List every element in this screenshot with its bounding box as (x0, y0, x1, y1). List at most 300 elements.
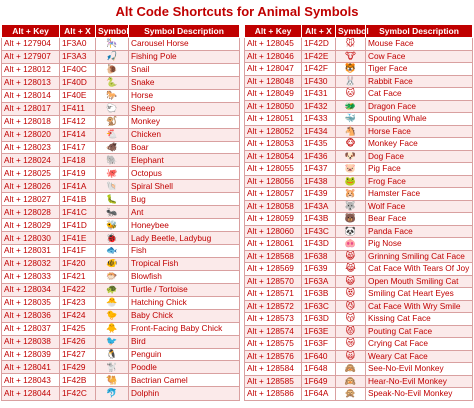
description-cell: Turtle / Tortoise (129, 283, 240, 296)
symbol-icon: 😺 (336, 275, 366, 288)
description-cell: Carousel Horse (129, 38, 240, 51)
description-cell: Crying Cat Face (366, 338, 473, 351)
description-cell: Spiral Shell (129, 180, 240, 193)
hex-code-cell: 1F638 (302, 250, 336, 263)
symbol-icon: 🐦 (96, 335, 129, 348)
alt-code-cell: Alt + 128054 (245, 150, 302, 163)
description-cell: Front-Facing Baby Chick (129, 322, 240, 335)
hex-code-cell: 1F432 (302, 100, 336, 113)
alt-code-cell: Alt + 128575 (245, 338, 302, 351)
table-row (2, 232, 240, 245)
symbol-icon: 🎠 (96, 38, 129, 51)
table-row (2, 115, 240, 128)
header-description: Symbol Description (129, 25, 240, 38)
hex-code-cell: 1F41E (60, 232, 96, 245)
table-row (245, 125, 473, 138)
table-row (2, 76, 240, 89)
alt-code-cell: Alt + 128044 (2, 387, 60, 400)
table-row (245, 238, 473, 251)
description-cell: Tropical Fish (129, 257, 240, 270)
symbol-icon: 🐭 (336, 38, 366, 51)
description-cell: Cow Face (366, 50, 473, 63)
table-row (2, 63, 240, 76)
symbol-icon: 🐮 (336, 50, 366, 63)
description-cell: Cat Face (366, 88, 473, 101)
symbol-icon: 🐴 (336, 125, 366, 138)
alt-code-cell: Alt + 128055 (245, 163, 302, 176)
symbol-icon: 🐷 (336, 163, 366, 176)
hex-code-cell: 1F41D (60, 219, 96, 232)
right-table-body (245, 38, 473, 401)
header-alt-x: Alt + X (60, 25, 96, 38)
alt-code-cell: Alt + 128048 (245, 75, 302, 88)
hex-code-cell: 1F63F (302, 338, 336, 351)
hex-code-cell: 1F63B (302, 288, 336, 301)
hex-code-cell: 1F419 (60, 167, 96, 180)
hex-code-cell: 1F431 (302, 88, 336, 101)
symbol-icon: 🐍 (96, 76, 129, 89)
alt-code-cell: Alt + 128023 (2, 141, 60, 154)
hex-code-cell: 1F40C (60, 63, 96, 76)
tables-container (0, 24, 474, 401)
table-row (245, 175, 473, 188)
hex-code-cell: 1F43A (302, 200, 336, 213)
header-alt-key: Alt + Key (245, 25, 302, 38)
alt-code-cell: Alt + 128026 (2, 180, 60, 193)
table-row (245, 375, 473, 388)
table-row (245, 100, 473, 113)
table-row (2, 219, 240, 232)
description-cell: Pig Nose (366, 238, 473, 251)
alt-code-cell: Alt + 128569 (245, 263, 302, 276)
symbol-icon: 🐲 (336, 100, 366, 113)
alt-code-cell: Alt + 128052 (245, 125, 302, 138)
table-row (2, 322, 240, 335)
symbol-icon: 🐌 (96, 63, 129, 76)
description-cell: Kissing Cat Face (366, 313, 473, 326)
symbol-icon: 🙀 (336, 350, 366, 363)
hex-code-cell: 1F40E (60, 89, 96, 102)
description-cell: Speak-No-Evil Monkey (366, 388, 473, 401)
left-table-body (2, 38, 240, 401)
hex-code-cell: 1F63E (302, 325, 336, 338)
alt-code-cell: Alt + 128574 (245, 325, 302, 338)
page-title: Alt Code Shortcuts for Animal Symbols (115, 4, 359, 19)
table-row (2, 89, 240, 102)
hex-code-cell: 1F418 (60, 154, 96, 167)
table-row (245, 388, 473, 401)
description-cell: Bug (129, 193, 240, 206)
hex-code-cell: 1F648 (302, 363, 336, 376)
hex-code-cell: 1F433 (302, 113, 336, 126)
table-row (2, 374, 240, 387)
table-row (245, 275, 473, 288)
description-cell: Snail (129, 63, 240, 76)
alt-code-cell: Alt + 128047 (245, 63, 302, 76)
table-row (245, 163, 473, 176)
hex-code-cell: 1F63A (302, 275, 336, 288)
table-row (2, 193, 240, 206)
alt-code-cell: Alt + 128053 (245, 138, 302, 151)
description-cell: Penguin (129, 348, 240, 361)
symbol-icon: 🐙 (96, 167, 129, 180)
description-cell: Hear-No-Evil Monkey (366, 375, 473, 388)
table-row (2, 154, 240, 167)
description-cell: Wolf Face (366, 200, 473, 213)
description-cell: Cat Face With Tears Of Joy (366, 263, 473, 276)
alt-code-cell: Alt + 128041 (2, 361, 60, 374)
table-row (245, 363, 473, 376)
table-row (245, 88, 473, 101)
description-cell: Octopus (129, 167, 240, 180)
symbol-icon: 🐔 (96, 128, 129, 141)
table-row (2, 141, 240, 154)
symbol-icon: 🐥 (96, 322, 129, 335)
description-cell: Dolphin (129, 387, 240, 400)
alt-code-cell: Alt + 128032 (2, 257, 60, 270)
description-cell: Weary Cat Face (366, 350, 473, 363)
header-alt-key: Alt + Key (2, 25, 60, 38)
alt-code-cell: Alt + 128585 (245, 375, 302, 388)
symbol-icon: 🐤 (96, 309, 129, 322)
alt-code-cell: Alt + 128036 (2, 309, 60, 322)
table-row (245, 113, 473, 126)
hex-code-cell: 1F41B (60, 193, 96, 206)
alt-code-cell: Alt + 127907 (2, 50, 60, 63)
description-cell: Pouting Cat Face (366, 325, 473, 338)
alt-code-cell: Alt + 128049 (245, 88, 302, 101)
table-row (2, 361, 240, 374)
hex-code-cell: 1F423 (60, 296, 96, 309)
symbol-icon: 🐠 (96, 257, 129, 270)
symbol-icon: 🐩 (96, 361, 129, 374)
alt-code-cell: Alt + 128568 (245, 250, 302, 263)
table-row (245, 338, 473, 351)
table-row (2, 387, 240, 400)
hex-code-cell: 1F426 (60, 335, 96, 348)
description-cell: Elephant (129, 154, 240, 167)
table-row (2, 50, 240, 63)
table-row (2, 38, 240, 51)
table-row (245, 300, 473, 313)
symbol-icon: 🐧 (96, 348, 129, 361)
hex-code-cell: 1F414 (60, 128, 96, 141)
symbol-icon: 🎣 (96, 50, 129, 63)
table-row (245, 213, 473, 226)
hex-code-cell: 1F42E (302, 50, 336, 63)
hex-code-cell: 1F411 (60, 102, 96, 115)
alt-code-cell: Alt + 127904 (2, 38, 60, 51)
symbol-icon: 🙉 (336, 375, 366, 388)
table-row (245, 350, 473, 363)
hex-code-cell: 1F43D (302, 238, 336, 251)
description-cell: Sheep (129, 102, 240, 115)
symbol-icon: 🐝 (96, 219, 129, 232)
hex-code-cell: 1F43B (302, 213, 336, 226)
hex-code-cell: 1F42B (60, 374, 96, 387)
table-row (2, 257, 240, 270)
description-cell: Blowfish (129, 270, 240, 283)
symbol-icon: 🐬 (96, 387, 129, 400)
symbol-icon: 🐽 (336, 238, 366, 251)
alt-code-cell: Alt + 128028 (2, 206, 60, 219)
hex-code-cell: 1F42C (60, 387, 96, 400)
alt-code-cell: Alt + 128038 (2, 335, 60, 348)
symbol-icon: 😸 (336, 250, 366, 263)
alt-code-cell: Alt + 128018 (2, 115, 60, 128)
symbol-icon: 😹 (336, 263, 366, 276)
hex-code-cell: 1F41F (60, 245, 96, 258)
table-row (2, 180, 240, 193)
alt-code-cell: Alt + 128057 (245, 188, 302, 201)
hex-code-cell: 1F3A0 (60, 38, 96, 51)
table-row (245, 63, 473, 76)
hex-code-cell: 1F417 (60, 141, 96, 154)
table-row (2, 270, 240, 283)
table-row (245, 288, 473, 301)
alt-code-cell: Alt + 128056 (245, 175, 302, 188)
hex-code-cell: 1F3A3 (60, 50, 96, 63)
table-row (245, 200, 473, 213)
alt-code-cell: Alt + 128035 (2, 296, 60, 309)
table-row (245, 225, 473, 238)
table-row (2, 348, 240, 361)
symbol-icon: 🐰 (336, 75, 366, 88)
description-cell: Grinning Smiling Cat Face (366, 250, 473, 263)
table-row (245, 50, 473, 63)
symbol-icon: 😻 (336, 288, 366, 301)
description-cell: Poodle (129, 361, 240, 374)
symbol-icon: 🐹 (336, 188, 366, 201)
description-cell: Pig Face (366, 163, 473, 176)
table-row (2, 128, 240, 141)
description-cell: Dog Face (366, 150, 473, 163)
table-row (2, 309, 240, 322)
symbol-icon: 🐛 (96, 193, 129, 206)
symbol-icon: 🐳 (336, 113, 366, 126)
alt-code-cell: Alt + 128043 (2, 374, 60, 387)
symbol-icon: 🐑 (96, 102, 129, 115)
alt-code-cell: Alt + 128029 (2, 219, 60, 232)
hex-code-cell: 1F63D (302, 313, 336, 326)
table-row (245, 188, 473, 201)
table-header-row (2, 25, 240, 38)
symbol-icon: 🙈 (336, 363, 366, 376)
description-cell: Boar (129, 141, 240, 154)
symbol-icon: 🐺 (336, 200, 366, 213)
description-cell: Horse (129, 89, 240, 102)
description-cell: Chicken (129, 128, 240, 141)
header-symbol: Symbol (96, 25, 129, 38)
description-cell: Open Mouth Smiling Cat (366, 275, 473, 288)
symbol-icon: 🙊 (336, 388, 366, 401)
hex-code-cell: 1F422 (60, 283, 96, 296)
description-cell: Honeybee (129, 219, 240, 232)
alt-code-cell: Alt + 128059 (245, 213, 302, 226)
left-symbol-table (1, 24, 240, 401)
symbol-icon: 🐜 (96, 206, 129, 219)
alt-code-cell: Alt + 128573 (245, 313, 302, 326)
alt-code-cell: Alt + 128046 (245, 50, 302, 63)
symbol-icon: 😿 (336, 338, 366, 351)
symbol-icon: 🐢 (96, 283, 129, 296)
description-cell: See-No-Evil Monkey (366, 363, 473, 376)
hex-code-cell: 1F435 (302, 138, 336, 151)
description-cell: Ant (129, 206, 240, 219)
description-cell: Smiling Cat Heart Eyes (366, 288, 473, 301)
symbol-icon: 🐸 (336, 175, 366, 188)
table-row (245, 263, 473, 276)
description-cell: Cat Face With Wry Smile (366, 300, 473, 313)
alt-code-cell: Alt + 128024 (2, 154, 60, 167)
alt-code-cell: Alt + 128576 (245, 350, 302, 363)
description-cell: Frog Face (366, 175, 473, 188)
hex-code-cell: 1F437 (302, 163, 336, 176)
description-cell: Hatching Chick (129, 296, 240, 309)
alt-code-cell: Alt + 128051 (245, 113, 302, 126)
hex-code-cell: 1F436 (302, 150, 336, 163)
symbol-icon: 🐼 (336, 225, 366, 238)
alt-code-cell: Alt + 128058 (245, 200, 302, 213)
symbol-icon: 🐵 (336, 138, 366, 151)
hex-code-cell: 1F427 (60, 348, 96, 361)
hex-code-cell: 1F43C (302, 225, 336, 238)
table-row (2, 167, 240, 180)
alt-code-cell: Alt + 128572 (245, 300, 302, 313)
table-row (245, 138, 473, 151)
table-row (245, 75, 473, 88)
hex-code-cell: 1F639 (302, 263, 336, 276)
hex-code-cell: 1F41C (60, 206, 96, 219)
hex-code-cell: 1F438 (302, 175, 336, 188)
table-row (2, 245, 240, 258)
hex-code-cell: 1F42D (302, 38, 336, 51)
header-alt-x: Alt + X (302, 25, 336, 38)
table-row (2, 283, 240, 296)
description-cell: Dragon Face (366, 100, 473, 113)
hex-code-cell: 1F439 (302, 188, 336, 201)
description-cell: Tiger Face (366, 63, 473, 76)
table-row (245, 325, 473, 338)
symbol-icon: 🐶 (336, 150, 366, 163)
alt-code-cell: Alt + 128034 (2, 283, 60, 296)
alt-code-cell: Alt + 128030 (2, 232, 60, 245)
description-cell: Lady Beetle, Ladybug (129, 232, 240, 245)
description-cell: Rabbit Face (366, 75, 473, 88)
header-description: Symbol Description (366, 25, 473, 38)
table-row (2, 102, 240, 115)
symbol-icon: 🐒 (96, 115, 129, 128)
hex-code-cell: 1F41A (60, 180, 96, 193)
hex-code-cell: 1F640 (302, 350, 336, 363)
alt-code-cell: Alt + 128012 (2, 63, 60, 76)
hex-code-cell: 1F649 (302, 375, 336, 388)
description-cell: Hamster Face (366, 188, 473, 201)
hex-code-cell: 1F40D (60, 76, 96, 89)
description-cell: Baby Chick (129, 309, 240, 322)
alt-code-cell: Alt + 128031 (2, 245, 60, 258)
symbol-icon: 🐣 (96, 296, 129, 309)
symbol-icon: 🐚 (96, 180, 129, 193)
symbol-icon: 🐞 (96, 232, 129, 245)
alt-code-cell: Alt + 128025 (2, 167, 60, 180)
table-row (2, 335, 240, 348)
description-cell: Snake (129, 76, 240, 89)
table-row (245, 38, 473, 51)
alt-code-cell: Alt + 128014 (2, 89, 60, 102)
alt-code-cell: Alt + 128045 (245, 38, 302, 51)
description-cell: Spouting Whale (366, 113, 473, 126)
alt-code-cell: Alt + 128570 (245, 275, 302, 288)
description-cell: Bird (129, 335, 240, 348)
symbol-icon: 🐗 (96, 141, 129, 154)
description-cell: Monkey Face (366, 138, 473, 151)
symbol-icon: 🐡 (96, 270, 129, 283)
alt-code-cell: Alt + 128571 (245, 288, 302, 301)
symbol-icon: 🐱 (336, 88, 366, 101)
table-row (2, 296, 240, 309)
table-row (245, 250, 473, 263)
symbol-icon: 🐯 (336, 63, 366, 76)
description-cell: Bactrian Camel (129, 374, 240, 387)
alt-code-cell: Alt + 128586 (245, 388, 302, 401)
hex-code-cell: 1F420 (60, 257, 96, 270)
description-cell: Bear Face (366, 213, 473, 226)
description-cell: Fish (129, 245, 240, 258)
symbol-icon: 😾 (336, 325, 366, 338)
alt-code-cell: Alt + 128039 (2, 348, 60, 361)
hex-code-cell: 1F430 (302, 75, 336, 88)
symbol-icon: 🐘 (96, 154, 129, 167)
description-cell: Monkey (129, 115, 240, 128)
alt-code-cell: Alt + 128017 (2, 102, 60, 115)
symbol-icon: 🐟 (96, 245, 129, 258)
alt-code-cell: Alt + 128061 (245, 238, 302, 251)
alt-code-cell: Alt + 128060 (245, 225, 302, 238)
alt-code-cell: Alt + 128037 (2, 322, 60, 335)
hex-code-cell: 1F425 (60, 322, 96, 335)
hex-code-cell: 1F429 (60, 361, 96, 374)
hex-code-cell: 1F434 (302, 125, 336, 138)
alt-code-cell: Alt + 128027 (2, 193, 60, 206)
description-cell: Panda Face (366, 225, 473, 238)
header-symbol: Symbol (336, 25, 366, 38)
hex-code-cell: 1F63C (302, 300, 336, 313)
hex-code-cell: 1F421 (60, 270, 96, 283)
symbol-icon: 😽 (336, 313, 366, 326)
symbol-icon: 🐎 (96, 89, 129, 102)
table-header-row (245, 25, 473, 38)
right-symbol-table (244, 24, 473, 401)
description-cell: Fishing Pole (129, 50, 240, 63)
description-cell: Horse Face (366, 125, 473, 138)
hex-code-cell: 1F412 (60, 115, 96, 128)
alt-code-cell: Alt + 128050 (245, 100, 302, 113)
symbol-icon: 🐻 (336, 213, 366, 226)
alt-code-cell: Alt + 128584 (245, 363, 302, 376)
alt-code-cell: Alt + 128020 (2, 128, 60, 141)
hex-code-cell: 1F424 (60, 309, 96, 322)
description-cell: Mouse Face (366, 38, 473, 51)
alt-code-cell: Alt + 128033 (2, 270, 60, 283)
alt-code-cell: Alt + 128013 (2, 76, 60, 89)
hex-code-cell: 1F42F (302, 63, 336, 76)
symbol-icon: 😼 (336, 300, 366, 313)
table-row (245, 150, 473, 163)
hex-code-cell: 1F64A (302, 388, 336, 401)
table-row (2, 206, 240, 219)
table-row (245, 313, 473, 326)
